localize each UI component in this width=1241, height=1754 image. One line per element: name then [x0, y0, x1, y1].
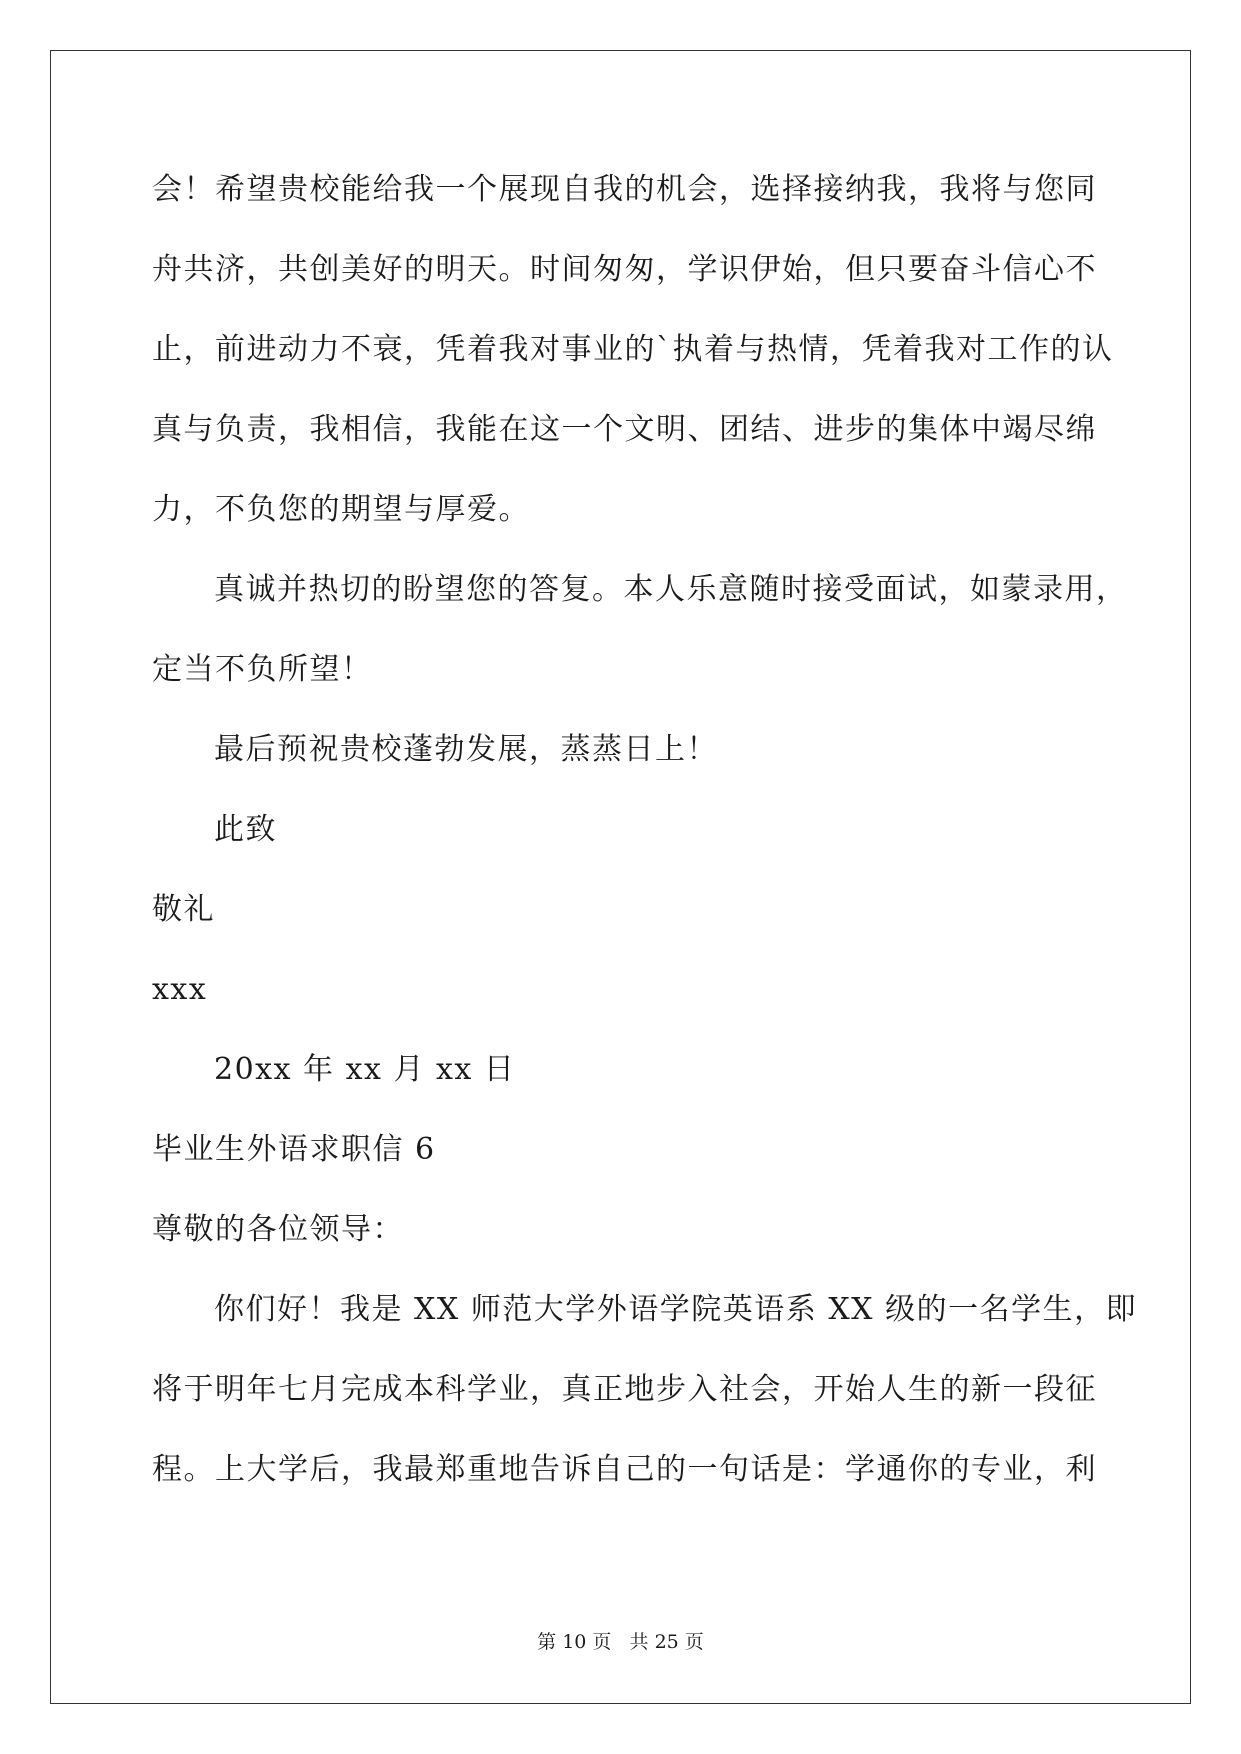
greeting: 尊敬的各位领导：	[152, 1212, 404, 1247]
text-line: 程。上大学后，我最郑重地告诉自己的一句话是：学通你的专业，利	[152, 1452, 1097, 1487]
text-line: 舟共济，共创美好的明天。时间匆匆，学识伊始，但只要奋斗信心不	[152, 252, 1097, 287]
text-line: 止，前进动力不衰，凭着我对事业的`执着与热情，凭着我对工作的认	[152, 332, 1114, 367]
paragraph-line: 你们好！我是 XX 师范大学外语学院英语系 XX 级的一名学生，即	[214, 1292, 1138, 1327]
letter-date: 20xx 年 xx 月 xx 日	[214, 1052, 516, 1087]
page-number: 第 10 页 共 25 页	[537, 1631, 704, 1653]
section-title: 毕业生外语求职信 6	[152, 1132, 436, 1167]
closing-regards: 敬礼	[152, 892, 215, 927]
closing-salutation: 此致	[214, 812, 277, 847]
text-line: 力，不负您的期望与厚爱。	[152, 492, 530, 527]
text-line: 会！希望贵校能给我一个展现自我的机会，选择接纳我，我将与您同	[152, 172, 1097, 207]
paragraph-line: 真诚并热切的盼望您的答复。本人乐意随时接受面试，如蒙录用，	[214, 572, 1128, 607]
signature: xxx	[152, 972, 208, 1007]
paragraph-line: 最后预祝贵校蓬勃发展，蒸蒸日上！	[214, 732, 718, 767]
text-line: 定当不负所望！	[152, 652, 373, 687]
text-line: 将于明年七月完成本科学业，真正地步入社会，开始人生的新一段征	[152, 1372, 1097, 1407]
text-line: 真与负责，我相信，我能在这一个文明、团结、进步的集体中竭尽绵	[152, 412, 1097, 447]
